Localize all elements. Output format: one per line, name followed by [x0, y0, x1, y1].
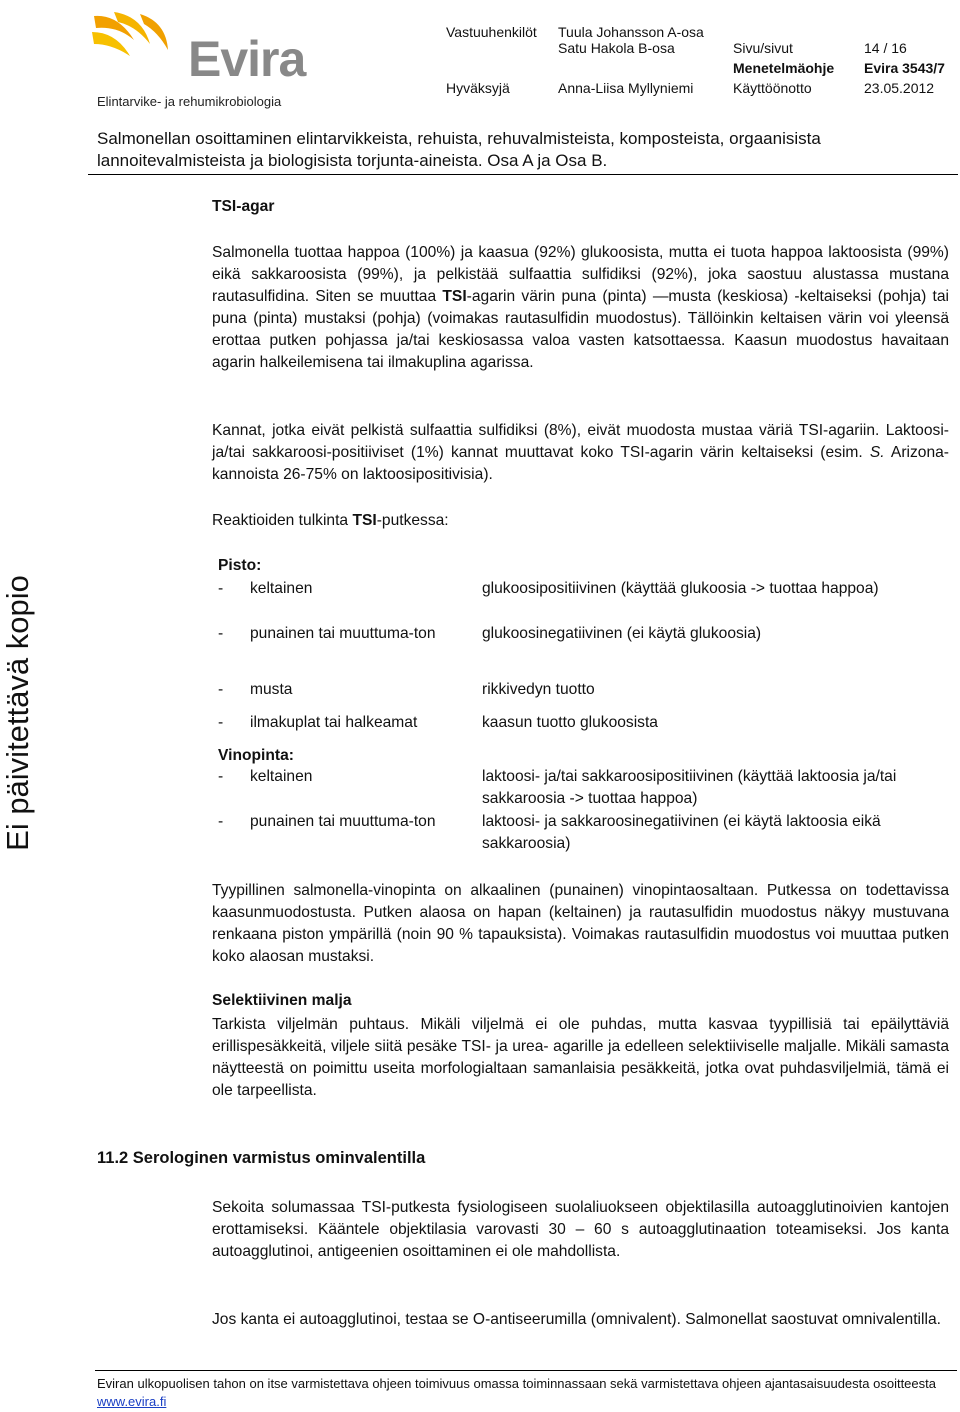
- tsi-p2-end: Arizona-kannoista 26-75% on laktoosipositivisia).: [212, 444, 949, 483]
- department-name: Elintarvike- ja rehumikrobiologia: [97, 94, 282, 109]
- section-11-2-heading: 11.2 Serologinen varmistus ominvalentilla: [97, 1149, 426, 1167]
- typical-paragraph: Tyypillinen salmonella-vinopinta on alkaalinen (punainen) vinopintaosaltaan. Putkessa on todettavissa kaasunmuodostusta. Putken alaosa on hapan (keltainen) ja rautasulfidin muodostus näkyy mustuvana renkaana piston ympärillä (noin 90 % tapauksista). Voimakas rautasulfidin muodostus voi muuttaa putken koko alaosan mustaksi.: [212, 882, 949, 965]
- tsi-paragraph-1: [212, 242, 949, 374]
- interpretation-title: [212, 510, 949, 532]
- approved-label: Hyväksyjä: [446, 80, 510, 96]
- list-dash: -: [218, 813, 224, 830]
- responsible-label: Vastuuhenkilöt: [446, 24, 537, 40]
- reaction-label: keltainen: [250, 768, 313, 785]
- tsi-p1-bold: TSI: [442, 288, 467, 305]
- list-dash: -: [218, 768, 224, 785]
- footer-link[interactable]: www.evira.fi: [97, 1394, 167, 1409]
- vinopinta-heading: Vinopinta:: [218, 747, 294, 764]
- tsi-p1-text-b: -agarin värin puna (pinta) —musta (keskiosa) -keltaiseksi (pohja) tai puna (pinta) mustaksi (pohja) (voimakas rautasulfidin muodostus). Tällöinkin keltaisen värin voi yleensä erottaa putken pohjassa ja/tai keskiosassa valoa vasten katsottaessa. Kaasun muodostus havaitaan agarin halkeilemisena tai ilmakuplina agarissa.: [212, 288, 949, 371]
- header-divider: [88, 174, 958, 175]
- selective-paragraph: Tarkista viljelmän puhtaus. Mikäli viljelmä ei ole puhdas, mutta kasvaa tyypillisiä tai epäilyttäviä erillispesäkkeitä, viljele siitä pesäke TSI- ja urea- agarille ja edelleen selektiiviselle maljalle. Mikäli samasta näytteestä on poimittu useita morfologialtaan samanlaisia pesäkkeitä, jotka ovat puhdasviljelmiä, tämä ei ole tarpeellista.: [212, 1016, 949, 1099]
- reaction-value: glukoosipositiivinen (käyttää glukoosia -> tuottaa happoa): [482, 580, 879, 597]
- section-11-2-paragraph-1: Sekoita solumassaa TSI-putkesta fysiologiseen suolaliuokseen objektilasilla autoagglutinoivien kantojen erottamiseksi. Kääntele objektilasia varovasti 30 – 60 s autoagglutinaation toteamiseksi. Jos kanta autoagglutinoi, antigeenien osoittaminen ei ole mahdollista.: [212, 1199, 949, 1260]
- reaction-value: glukoosinegatiivinen (ei käytä glukoosia): [482, 625, 762, 642]
- interp-text-a: Reaktioiden tulkinta: [212, 512, 353, 529]
- responsible-2: Satu Hakola B-osa: [558, 40, 675, 56]
- reaction-value: laktoosi- ja/tai sakkaroosipositiivinen (käyttää laktoosia ja/tai sakkaroosia -> tuottaa happoa): [482, 768, 897, 807]
- reaction-value: kaasun tuotto glukoosista: [482, 714, 658, 731]
- reaction-label: punainen tai muuttuma-ton: [250, 813, 436, 830]
- pages-value: 14 / 16: [864, 40, 907, 56]
- selective-heading: Selektiivinen malja: [212, 992, 352, 1009]
- list-dash: -: [218, 681, 224, 698]
- tsi-heading: TSI-agar: [212, 198, 275, 215]
- logo-wordmark: Evira: [188, 31, 306, 87]
- responsible-1: Tuula Johansson A-osa: [558, 24, 704, 40]
- list-dash: -: [218, 714, 224, 731]
- document-title: Salmonellan osoittaminen elintarvikkeista, rehuista, rehuvalmisteista, komposteista, orgaanisista lannoitevalmisteista ja biologisista torjunta-aineista. Osa A ja Osa B.: [97, 129, 821, 170]
- footer-divider: [95, 1370, 957, 1371]
- tsi-paragraph-2: [212, 420, 949, 486]
- reaction-label: keltainen: [250, 580, 313, 597]
- footer-text: Eviran ulkopuolisen tahon on itse varmistettava ohjeen toimivuus omassa toiminnassaan sekä varmistettava ohjeen ajantasaisuudesta osoitteesta: [97, 1376, 936, 1391]
- method-label: Menetelmäohje: [733, 60, 835, 76]
- section-11-2-paragraph-2: Jos kanta ei autoagglutinoi, testaa se O-antiseerumilla (omnivalent). Salmonellat saostuvat omnivalentilla.: [212, 1311, 941, 1328]
- pisto-heading: Pisto:: [218, 557, 262, 574]
- reaction-label: musta: [250, 681, 293, 698]
- tsi-p2-italic: S.: [869, 444, 885, 461]
- reaction-label: ilmakuplat tai halkeamat: [250, 714, 418, 731]
- reaction-label: punainen tai muuttuma-ton: [250, 625, 436, 642]
- reactions-list: [218, 555, 938, 865]
- interp-text-b: -putkessa:: [376, 512, 449, 529]
- footer: [97, 1375, 957, 1411]
- watermark-text: Ei päivitettävä kopio: [0, 575, 35, 851]
- list-dash: -: [218, 580, 224, 597]
- interp-bold: TSI: [352, 512, 377, 529]
- in-use-label: Käyttöönotto: [733, 80, 812, 96]
- watermark-sidebar: [0, 563, 36, 863]
- reaction-value: rikkivedyn tuotto: [482, 681, 595, 698]
- pages-label: Sivu/sivut: [733, 40, 793, 56]
- in-use-value: 23.05.2012: [864, 80, 935, 96]
- reaction-value: laktoosi- ja sakkaroosinegatiivinen (ei käytä laktoosia eikä sakkaroosia): [482, 813, 881, 852]
- tsi-p2-text: Kannat, jotka eivät pelkistä sulfaattia sulfidiksi (8%), eivät muodosta mustaa väriä TSI-agariin. Laktoosi- ja/tai sakkaroosi-positiiviset (1%) kannat muuttavat koko TSI-agarin värin keltaiseksi (esim.: [212, 422, 949, 461]
- list-dash: -: [218, 625, 224, 642]
- tsi-p1-text-a: Salmonella tuottaa happoa (100%) ja kaasua (92%) glukoosista, mutta ei tuota happoa laktoosista (99%) eikä sakkaroosista (99%), ja pelkistää sulfaattia sulfidiksi (92%), joka saostuu alustassa mustana rautasulfidina. Siten se muuttaa: [212, 244, 949, 305]
- method-value: Evira 3543/7: [864, 60, 945, 76]
- approved-value: Anna-Liisa Myllyniemi: [558, 80, 694, 96]
